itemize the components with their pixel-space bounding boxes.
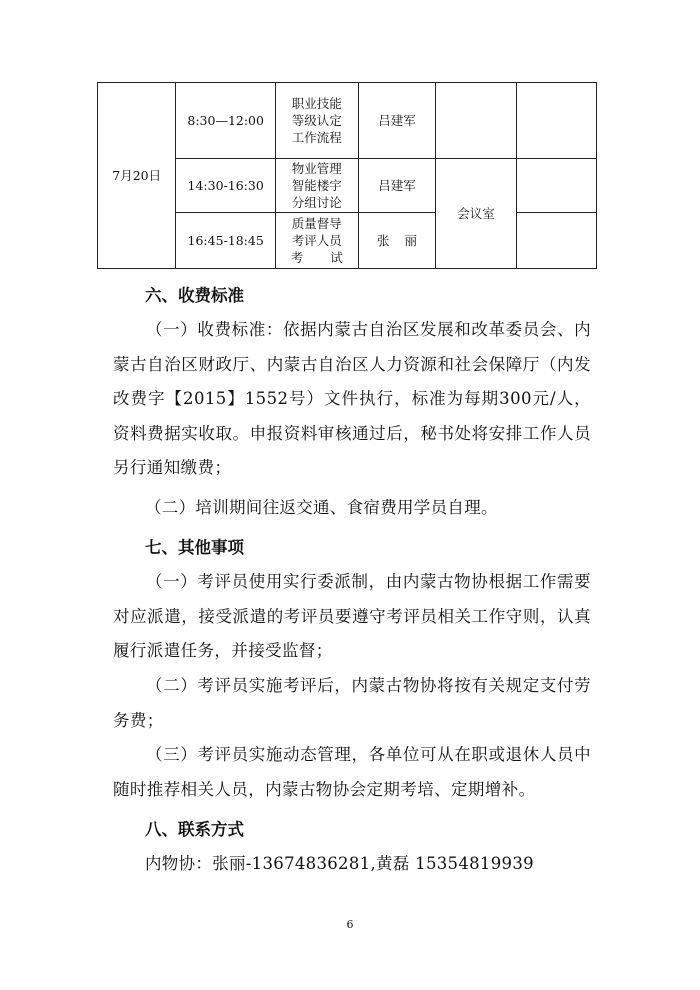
topic-line <box>291 249 343 266</box>
teacher-name <box>377 232 417 249</box>
section-heading: 六、收费标准 <box>145 286 244 305</box>
contact-line: 内物协：张丽-13674836281,黄磊 15354819939 <box>145 854 534 873</box>
topic-char: 考 <box>290 250 304 265</box>
paragraph: （二）考评员实施考评后，内蒙古物协将按有关规定支付劳务费； <box>113 676 591 730</box>
place-cell: 会议室 <box>436 159 516 269</box>
paragraph: （一）收费标准：依据内蒙古自治区发展和改革委员会、内蒙古自治区财政厅、内蒙古自治区人力资源和社会保障厅（内发改费字【2015】1552号）文件执行，标准为每期300元/人，资料费据实收取。申报资料审核通过后，秘书处将安排工作人员另行通知缴费； <box>113 320 591 477</box>
place-cell <box>436 83 516 159</box>
note-cell <box>516 159 596 213</box>
time-cell: 8:30—12:00 <box>176 83 275 159</box>
topic-line: 质量督导 <box>291 216 342 231</box>
topic-cell <box>275 159 358 213</box>
teacher-char: 张 <box>376 233 390 248</box>
note-cell <box>516 213 596 269</box>
time-cell: 16:45-18:45 <box>176 213 275 269</box>
topic-line: 等级认定 <box>291 113 342 128</box>
section-heading: 八、联系方式 <box>145 820 244 839</box>
topic-line: 分组讨论 <box>291 195 342 210</box>
topic-line: 物业管理 <box>291 161 342 176</box>
date-cell: 7月20日 <box>98 83 176 269</box>
paragraph: （一）考评员使用实行委派制，由内蒙古物协根据工作需要对应派遣，接受派遣的考评员要遵守考评员相关工作守则，认真履行派遣任务，并接受监督； <box>113 572 591 660</box>
paragraph: （三）考评员实施动态管理，各单位可从在职或退休人员中随时推荐相关人员，内蒙古物协会定期考培、定期增补。 <box>113 745 591 799</box>
teacher-cell: 吕建军 <box>358 159 436 213</box>
topic-cell <box>275 83 358 159</box>
teacher-cell <box>358 213 436 269</box>
teacher-cell: 吕建军 <box>358 83 436 159</box>
schedule-table <box>97 82 597 269</box>
time-cell: 14:30-16:30 <box>176 159 275 213</box>
table-row <box>98 83 597 159</box>
topic-line: 考评人员 <box>291 233 342 248</box>
topic-line: 智能楼宇 <box>291 178 342 193</box>
topic-cell <box>275 213 358 269</box>
teacher-char: 丽 <box>404 233 417 248</box>
topic-line: 职业技能 <box>291 96 342 111</box>
page-number: 6 <box>346 918 354 931</box>
topic-char: 试 <box>330 250 343 265</box>
section-heading: 七、其他事项 <box>145 538 244 557</box>
topic-line: 工作流程 <box>291 130 342 145</box>
note-cell <box>516 83 596 159</box>
paragraph: （二）培训期间往返交通、食宿费用学员自理。 <box>145 498 498 517</box>
